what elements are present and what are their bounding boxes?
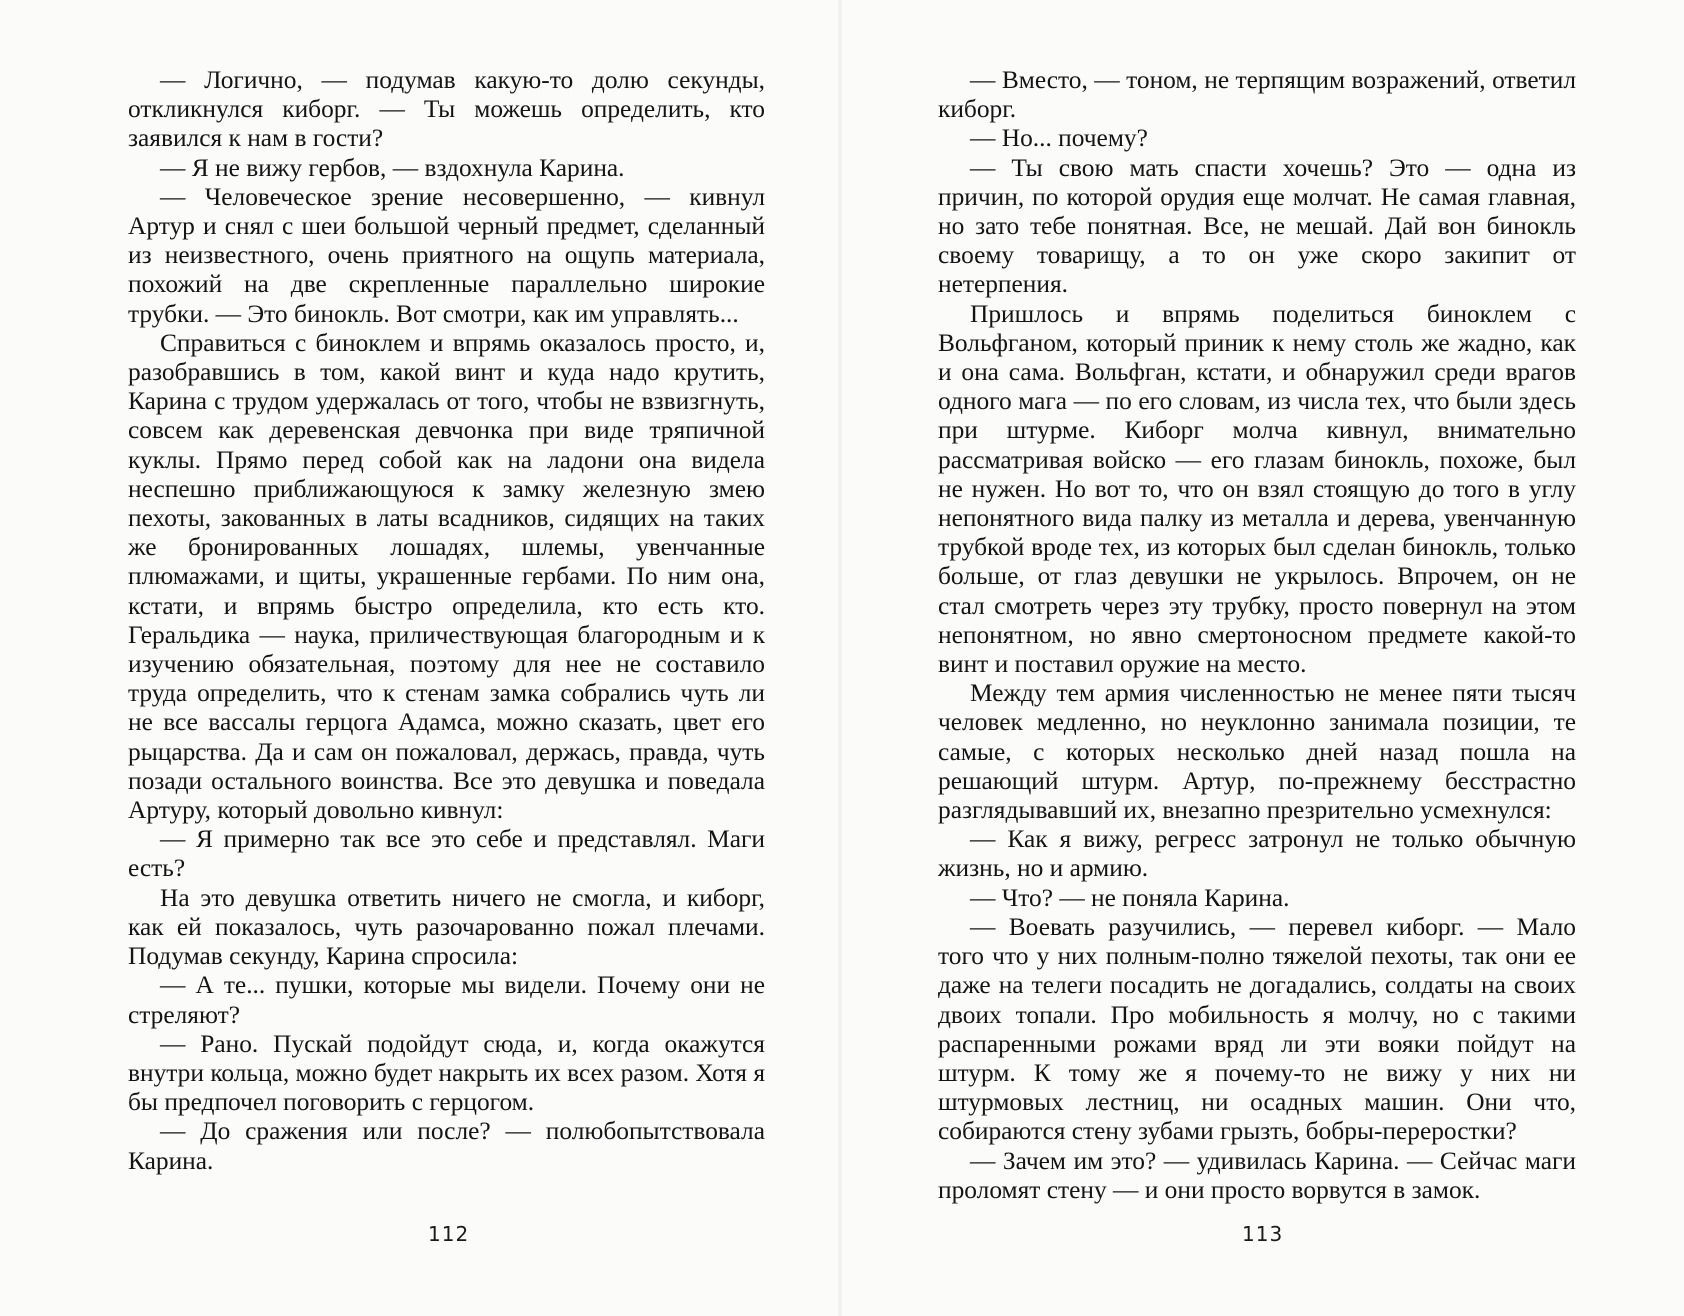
- right-paragraph: — Ты свою мать спасти хочешь? Это — одна из причин, по которой орудия еще молчат. Не самая главная, но зато тебе понятная. Все, не мешай. Дай вон бинокль своему товарищу, а то он уже скоро закипит от нетерпения.: [938, 153, 1576, 299]
- left-paragraph: На это девушка ответить ничего не смогла, и киборг, как ей показалось, чуть разочарованно пожал плечами. Подумав секунду, Карина спросила:: [128, 883, 765, 971]
- left-paragraph: — А те... пушки, которые мы видели. Почему они не стреляют?: [128, 971, 765, 1029]
- right-paragraph: — Вместо, — тоном, не терпящим возражений, ответил киборг.: [938, 66, 1576, 124]
- right-paragraph: Между тем армия численностью не менее пяти тысяч человек медленно, но неуклонно занимала позиции, те самые, с которых несколько дней назад пошла на решающий штурм. Артур, по-прежнему бесстрастно разглядывавший их, внезапно презрительно усмехнулся:: [938, 679, 1576, 825]
- right-page-number: 113: [1242, 1222, 1284, 1246]
- left-paragraph: — Я не вижу гербов, — вздохнула Карина.: [160, 153, 625, 182]
- right-paragraph: — Зачем им это? — удивилась Карина. — Сейчас маги проломят стену — и они просто ворвутся в замок.: [938, 1146, 1576, 1204]
- book-gutter: [838, 0, 842, 1316]
- left-paragraph: Справиться с биноклем и впрямь оказалось просто, и, разобравшись в том, какой винт и куда надо крутить, Карина с трудом удержалась от того, чтобы не взвизгнуть, совсем как деревенская девчонка при виде тряпичной куклы. Прямо перед собой как на ладони она видела неспешно приближающуюся к замку железную змею пехоты, закованных в латы всадников, сидящих на таких же бронированных лошадях, шлемы, увенчанные плюмажами, и щиты, украшенные гербами. По ним она, кстати, и впрямь быстро определила, кто есть кто. Геральдика — наука, приличествующая благородным и к изучению обязательная, поэтому для нее не составило труда определить, что к стенам замка собрались чуть ли не все вассалы герцога Адамса, можно сказать, цвет его рыцарства. Да и сам он пожаловал, держась, правда, чуть позади остального воинства. Все это девушка и поведала Артуру, который довольно кивнул:: [128, 328, 765, 825]
- right-paragraph: Пришлось и впрямь поделиться биноклем с Вольфганом, который приник к нему столь же жадно, как и она сама. Вольфган, кстати, и обнаружил среди врагов одного мага — по его словам, из числа тех, что были здесь при штурме. Киборг молча кивнул, внимательно рассматривая войско — его глазам бинокль, похоже, был не нужен. Но вот то, что он взял стоящую до того в углу непонятного вида палку из металла и дерева, увенчанную трубкой вроде тех, из которых был сделан бинокль, только больше, от глаз девушки не укрылось. Впрочем, он не стал смотреть через эту трубку, просто повернул на этом непонятном, но явно смертоносном предмете какой-то винт и поставил оружие на место.: [938, 299, 1576, 679]
- left-page-text: [128, 66, 765, 1176]
- left-page-number: 112: [428, 1222, 470, 1246]
- left-paragraph: — Человеческое зрение несовершенно, — кивнул Артур и снял с шеи большой черный предмет, сделанный из неизвестного, очень приятного на ощупь материала, похожий на две скрепленные параллельно широкие трубки. — Это бинокль. Вот смотри, как им управлять...: [128, 182, 765, 328]
- left-paragraph: — Рано. Пускай подойдут сюда, и, когда окажутся внутри кольца, можно будет накрыть их всех разом. Хотя я бы предпочел поговорить с герцогом.: [128, 1029, 765, 1117]
- right-paragraph: — Что? — не поняла Карина.: [970, 883, 1290, 912]
- right-paragraph: — Но... почему?: [970, 124, 1148, 153]
- right-page-text: [938, 66, 1576, 1205]
- left-paragraph: — До сражения или после? — полюбопытствовала Карина.: [128, 1117, 765, 1175]
- right-paragraph: — Как я вижу, регресс затронул не только обычную жизнь, но и армию.: [938, 825, 1576, 883]
- left-paragraph: — Логично, — подумав какую-то долю секунды, откликнулся киборг. — Ты можешь определить, кто заявился к нам в гости?: [128, 66, 765, 153]
- right-paragraph: — Воевать разучились, — перевел киборг. — Мало того что у них полным-полно тяжелой пехоты, так они ее даже на телеги посадить не догадались, солдаты на своих двоих топали. Про мобильность я молчу, но с такими распаренными рожами вряд ли эти вояки пойдут на штурм. К тому же я почему-то не вижу у них ни штурмовых лестниц, ни осадных машин. Они что, собираются стену зубами грызть, бобры-переростки?: [938, 912, 1576, 1146]
- left-paragraph: — Я примерно так все это себе и представлял. Маги есть?: [128, 825, 765, 883]
